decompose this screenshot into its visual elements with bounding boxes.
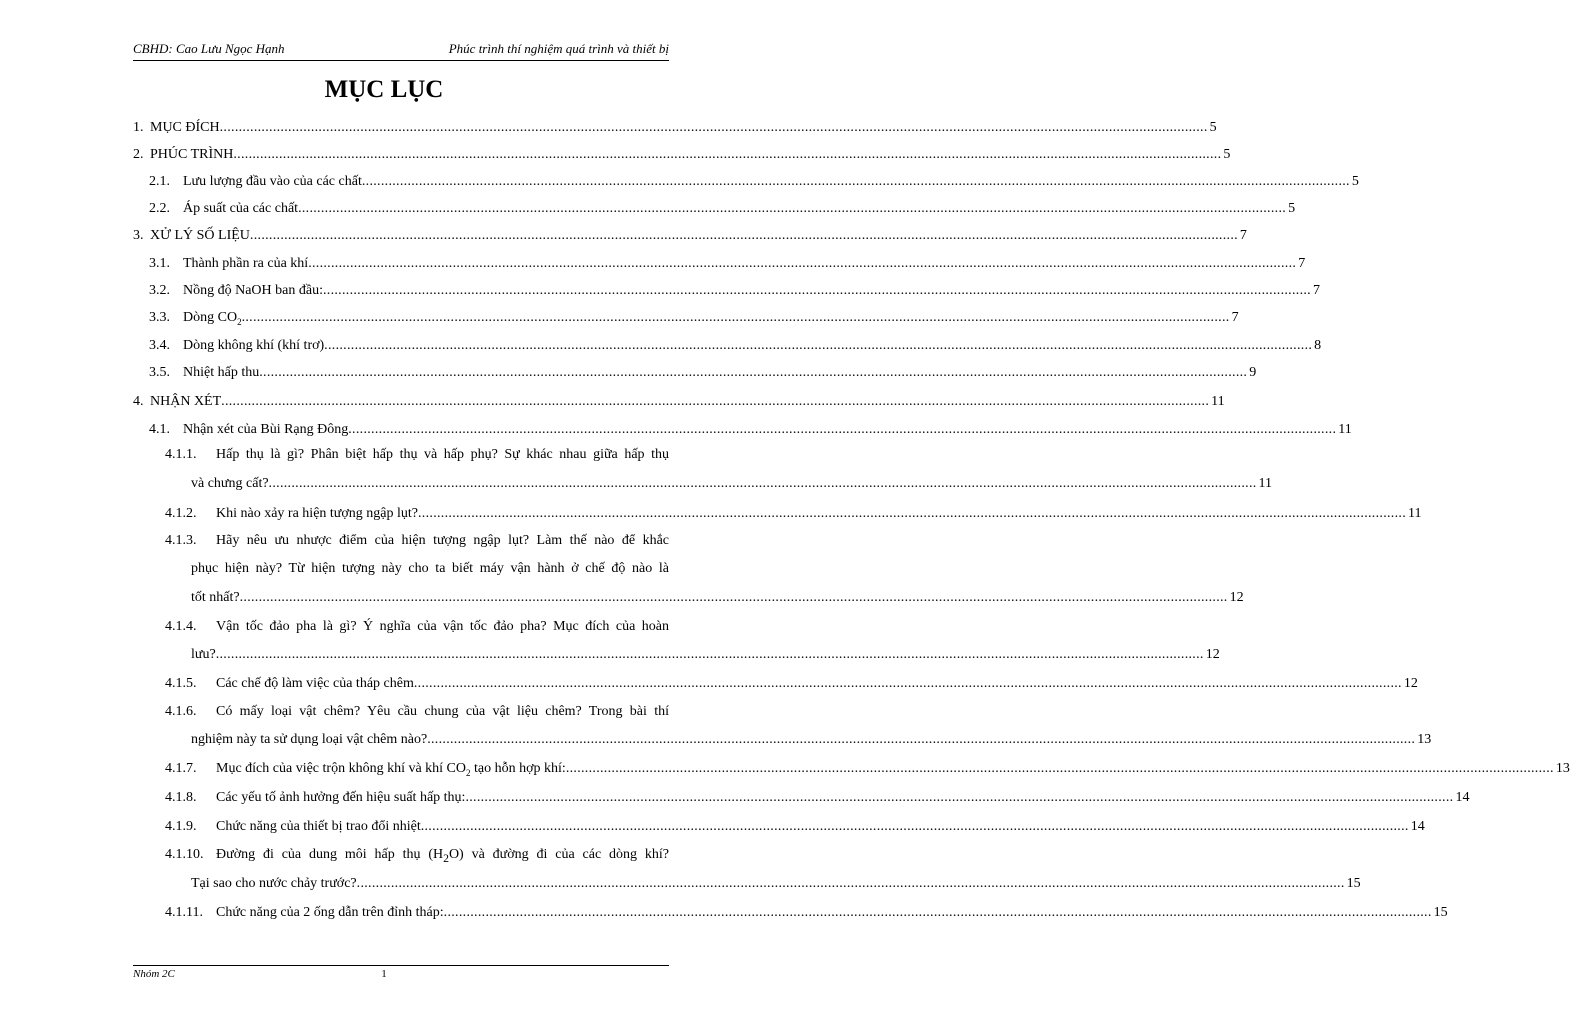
leader-dots: ....................................................................................................................................................................................................................................................................	[221, 394, 1210, 409]
toc-entry-text	[183, 338, 324, 354]
toc-number: 3.	[133, 228, 144, 243]
subscript: 2	[466, 767, 471, 778]
toc-page-number: 12	[1229, 590, 1244, 605]
leader-dots: ....................................................................................................................................................................................................................................................................	[413, 676, 1402, 691]
leader-dots: ....................................................................................................................................................................................................................................................................	[268, 476, 1257, 491]
toc-entry[interactable]	[165, 676, 1418, 692]
header-right: Phúc trình thí nghiệm quá trình và thiết bị	[448, 41, 669, 56]
toc-page-number: 7	[1239, 228, 1247, 243]
toc-number: 4.	[133, 394, 144, 409]
toc-number: 4.1.8.	[165, 790, 197, 805]
toc-entry-text	[150, 147, 233, 163]
leader-dots: ....................................................................................................................................................................................................................................................................	[308, 256, 1297, 271]
toc-entry[interactable]	[191, 476, 1273, 492]
toc-page-number: 5	[1223, 147, 1231, 162]
toc-number: 4.1.2.	[165, 506, 197, 521]
toc-entry[interactable]	[149, 365, 1257, 381]
toc-entry-text	[216, 506, 418, 522]
toc-page-number: 8	[1314, 338, 1322, 353]
toc-entry-text	[216, 905, 444, 921]
toc-entry-text	[216, 790, 465, 806]
toc-entry-text	[191, 590, 240, 606]
toc-page-number: 14	[1410, 819, 1425, 834]
toc-number: 3.4.	[149, 338, 170, 353]
toc-entry[interactable]	[165, 905, 1448, 921]
toc-entry-text	[150, 228, 250, 244]
leader-dots: ....................................................................................................................................................................................................................................................................	[259, 365, 1248, 380]
toc-page-number: 15	[1433, 905, 1448, 920]
toc-entry-label: MỤC ĐÍCH	[150, 120, 220, 135]
footer-divider	[133, 965, 669, 966]
toc-entry-text: Vận tốc đảo pha là gì? Ý nghĩa của vận tốc đảo pha? Mục đích của hoàn	[216, 619, 669, 634]
footer-page-number: 1	[381, 968, 387, 980]
leader-dots: ....................................................................................................................................................................................................................................................................	[348, 422, 1337, 437]
toc-page-number: 5	[1209, 120, 1217, 135]
leader-dots: ....................................................................................................................................................................................................................................................................	[418, 506, 1406, 521]
leader-dots: ....................................................................................................................................................................................................................................................................	[356, 876, 1345, 891]
toc-number: 2.1.	[149, 174, 170, 189]
toc-number: 4.1.6.	[165, 704, 197, 719]
toc-entry-text	[183, 310, 242, 327]
toc-entry[interactable]	[149, 283, 1320, 299]
toc-entry[interactable]	[133, 394, 1225, 410]
toc-page-number: 11	[1258, 476, 1273, 491]
toc-page-number: 13	[1555, 761, 1570, 776]
toc-entry[interactable]	[149, 338, 1322, 354]
toc-entry-text	[150, 394, 221, 410]
toc-entry-label: Tại sao cho nước chảy trước?	[191, 876, 357, 891]
leader-dots: ....................................................................................................................................................................................................................................................................	[241, 310, 1230, 325]
toc-page-number: 11	[1211, 394, 1225, 409]
toc-entry-label: tốt nhất?	[191, 590, 240, 605]
toc-page-number: 12	[1205, 647, 1220, 662]
toc-entry-text: phục hiện này? Từ hiện tượng này cho ta biết máy vận hành ở chế độ nào là	[191, 561, 669, 576]
toc-entry[interactable]	[149, 310, 1239, 327]
toc-page-number: 7	[1231, 310, 1239, 325]
leader-dots: ....................................................................................................................................................................................................................................................................	[420, 819, 1409, 834]
toc-entry-text	[150, 120, 220, 136]
toc-entry-text	[183, 422, 348, 438]
toc-number: 3.2.	[149, 283, 170, 298]
toc-entry-text	[183, 283, 323, 299]
toc-entry[interactable]	[191, 647, 1220, 663]
toc-entry-label: XỬ LÝ SỐ LIỆU	[150, 228, 250, 243]
toc-page-number: 7	[1298, 256, 1306, 271]
toc-number: 4.1.4.	[165, 619, 197, 634]
toc-entry-label: Nhận xét của Bùi Rạng Đông	[183, 422, 349, 437]
leader-dots: ....................................................................................................................................................................................................................................................................	[239, 590, 1228, 605]
toc-entry-text	[216, 676, 414, 692]
toc-page-number: 15	[1346, 876, 1361, 891]
toc-page-number: 7	[1312, 283, 1320, 298]
toc-entry[interactable]	[191, 732, 1432, 748]
toc-entry[interactable]	[165, 819, 1425, 835]
toc-entry[interactable]	[133, 120, 1217, 136]
leader-dots: ....................................................................................................................................................................................................................................................................	[465, 790, 1454, 805]
toc-entry-text	[216, 819, 421, 835]
toc-number: 3.3.	[149, 310, 170, 325]
toc-entry-text	[183, 256, 308, 272]
header-left: CBHD: Cao Lưu Ngọc Hạnh	[133, 41, 285, 56]
toc-entry[interactable]	[165, 761, 1570, 778]
toc-page-number: 14	[1455, 790, 1470, 805]
toc-number: 4.1.5.	[165, 676, 197, 691]
toc-entry[interactable]	[133, 147, 1231, 163]
toc-number: 2.2.	[149, 201, 170, 216]
toc-number: 4.1.10.	[165, 847, 204, 862]
toc-entry-label: Dòng không khí (khí trơ)	[183, 338, 325, 353]
toc-page-number: 11	[1408, 506, 1422, 521]
toc-entry-text	[191, 476, 269, 492]
toc-entry-label: Khi nào xảy ra hiện tượng ngập lụt?	[216, 506, 418, 521]
leader-dots: ....................................................................................................................................................................................................................................................................	[322, 283, 1311, 298]
toc-entry[interactable]	[191, 876, 1361, 892]
leader-dots: ....................................................................................................................................................................................................................................................................	[249, 228, 1238, 243]
toc-entry-text: Hãy nêu ưu nhược điểm của hiện tượng ngập lụt? Làm thế nào để khắc	[216, 533, 669, 548]
toc-entry[interactable]	[149, 174, 1359, 190]
toc-entry-text	[191, 647, 216, 663]
toc-entry-label: Các chế độ làm việc của tháp chêm	[216, 676, 414, 691]
toc-entry-label: Chức năng của 2 ống dẫn trên đỉnh tháp:	[216, 905, 444, 920]
toc-entry[interactable]	[165, 790, 1470, 806]
toc-entry-text	[183, 365, 259, 381]
toc-entry-text	[183, 174, 362, 190]
subscript: 2	[237, 316, 242, 327]
toc-entry-label: Thành phần ra của khí	[183, 256, 309, 271]
toc-number: 3.5.	[149, 365, 170, 380]
toc-number: 1.	[133, 120, 144, 135]
toc-entry-label: Mục đích của việc trộn không khí và khí CO	[216, 761, 467, 776]
toc-number: 4.1.1.	[165, 447, 197, 462]
header-divider	[133, 60, 669, 61]
toc-entry-label: lưu?	[191, 647, 216, 662]
toc-entry-text: Đường đi của dung môi hấp thụ $(H_2O)$ và đường đi của các dòng khí?	[216, 847, 670, 865]
toc-entry[interactable]	[149, 256, 1306, 272]
toc-entry-label: Các yếu tố ảnh hưởng đến hiệu suất hấp thụ:	[216, 790, 466, 805]
toc-number: 4.1.3.	[165, 533, 197, 548]
toc-entry-text	[191, 732, 427, 748]
toc-number: 2.	[133, 147, 144, 162]
leader-dots: ....................................................................................................................................................................................................................................................................	[427, 732, 1416, 747]
toc-page-number: 12	[1403, 676, 1418, 691]
toc-entry-label: nghiệm này ta sử dụng loại vật chêm nào?	[191, 732, 428, 747]
page-title: MỤC LỤC	[324, 76, 444, 103]
toc-entry-text	[183, 201, 298, 217]
toc-entry-text	[216, 761, 566, 778]
leader-dots: ....................................................................................................................................................................................................................................................................	[219, 120, 1208, 135]
toc-entry-text: Có mấy loại vật chêm? Yêu cầu chung của vật liệu chêm? Trong bài thí	[216, 704, 669, 719]
leader-dots: ....................................................................................................................................................................................................................................................................	[324, 338, 1313, 353]
toc-entry-label: PHÚC TRÌNH	[150, 147, 234, 162]
toc-entry-label: và chưng cất?	[191, 476, 269, 491]
toc-entry-label: NHẬN XÉT	[150, 394, 222, 409]
toc-page-number: 5	[1288, 201, 1296, 216]
leader-dots: ....................................................................................................................................................................................................................................................................	[233, 147, 1222, 162]
leader-dots: ....................................................................................................................................................................................................................................................................	[565, 761, 1554, 776]
toc-page-number: 5	[1351, 174, 1359, 189]
toc-entry-label: Nồng độ NaOH ban đầu:	[183, 283, 323, 298]
toc-entry-label: Lưu lượng đầu vào của các chất	[183, 174, 362, 189]
toc-entry[interactable]	[191, 590, 1244, 606]
toc-entry-label: Dòng CO	[183, 310, 238, 325]
toc-number: 4.1.9.	[165, 819, 197, 834]
toc-entry-label: Áp suất của các chất	[183, 201, 299, 216]
toc-number: 3.1.	[149, 256, 170, 271]
toc-page-number: 13	[1417, 732, 1432, 747]
toc-entry-text: Hấp thụ là gì? Phân biệt hấp thụ và hấp phụ? Sự khác nhau giữa hấp thụ	[216, 447, 669, 462]
toc-entry[interactable]	[165, 506, 1422, 522]
toc-entry-label: Nhiệt hấp thu	[183, 365, 260, 380]
toc-entry-label: Chức năng của thiết bị trao đổi nhiệt	[216, 819, 421, 834]
toc-entry-text	[191, 876, 357, 892]
toc-entry[interactable]	[149, 422, 1352, 438]
toc-number: 4.1.	[149, 422, 170, 437]
toc-number: 4.1.7.	[165, 761, 197, 776]
toc-entry[interactable]	[149, 201, 1296, 217]
leader-dots: ....................................................................................................................................................................................................................................................................	[361, 174, 1350, 189]
leader-dots: ....................................................................................................................................................................................................................................................................	[443, 905, 1432, 920]
leader-dots: ....................................................................................................................................................................................................................................................................	[298, 201, 1287, 216]
toc-page-number: 11	[1338, 422, 1352, 437]
toc-entry-label-suffix: tạo hỗn hợp khí:	[470, 761, 566, 776]
toc-number: 4.1.11.	[165, 905, 203, 920]
toc-page-number: 9	[1249, 365, 1257, 380]
leader-dots: ....................................................................................................................................................................................................................................................................	[215, 647, 1204, 662]
footer-left: Nhóm 2C	[133, 968, 175, 980]
toc-entry[interactable]	[133, 228, 1247, 244]
